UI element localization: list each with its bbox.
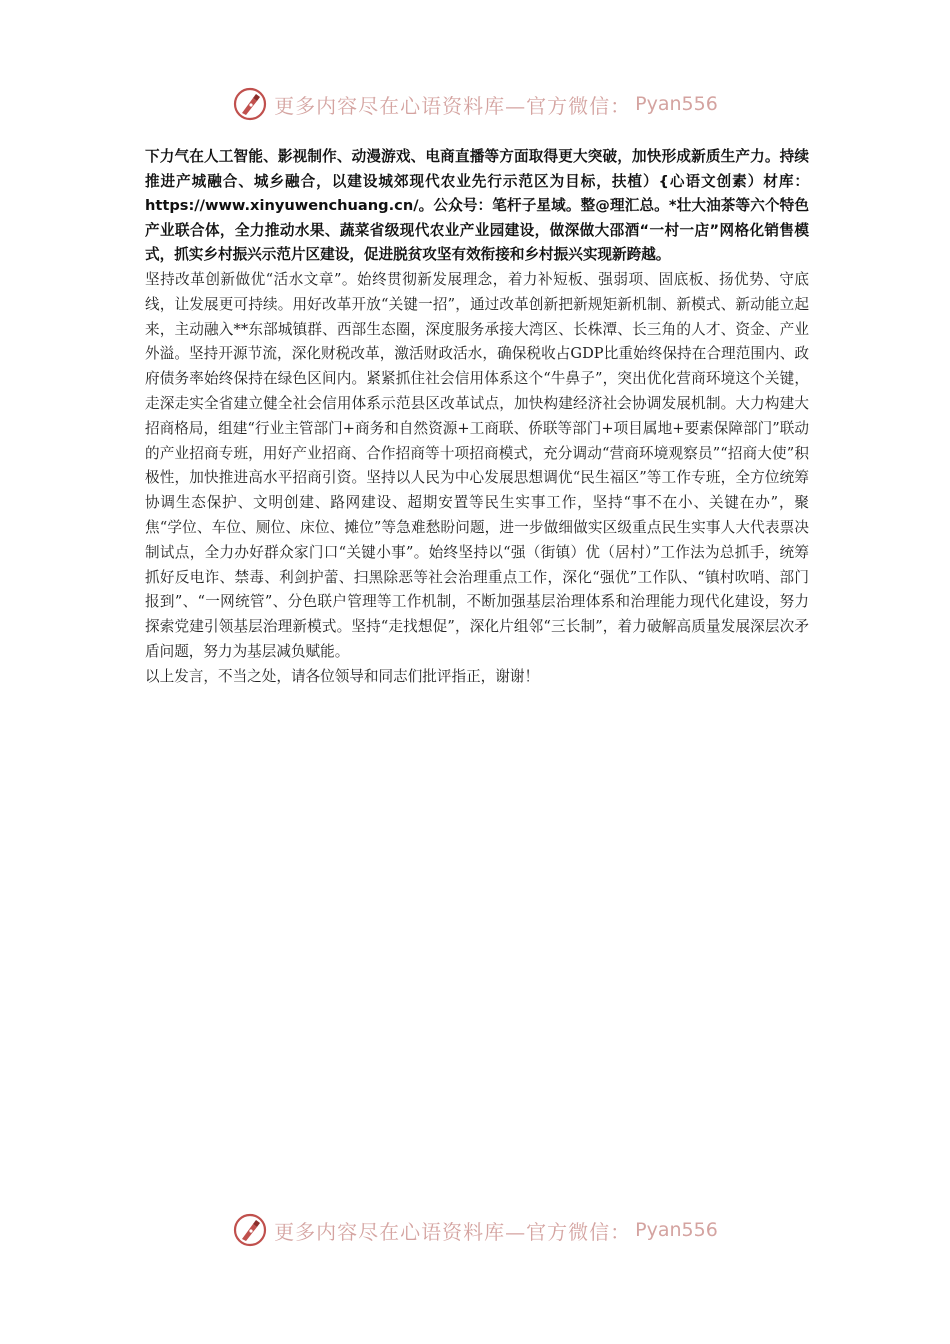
paragraph-reform: 坚持改革创新做优“活水文章”。始终贯彻新发展理念，着力补短板、强弱项、固底板、扬优势、守底线，让发展更可持续。用好改革开放“关键一招”，通过改革创新把新规矩新机制、新模式、新动能立起来，主动融入**东部城镇群、西部生态圈，深度服务承接大湾区、长株潭、长三角的人才、资金、产业外溢。坚持开源节流，深化财税改革，激活财政活水，确保税收占GDP比重始终保持在合理范围内、政府债务率始终保持在绿色区间内。紧紧抓住社会信用体系这个“牛鼻子”，突出优化营商环境这个关键，走深走实全省建立健全社会信用体系示范县区改革试点，加快构建经济社会协调发展机制。大力构建大招商格局，组建“行业主管部门+商务和自然资源+工商联、侨联等部门+项目属地+要素保障部门”联动的产业招商专班，用好产业招商、合作招商等十项招商模式，充分调动“营商环境观察员”“招商大使”积极性，加快推进高水平招商引资。坚持以人民为中心发展思想调优“民生福区”等工作专班，全方位统筹协调生态保护、文明创建、路网建设、超期安置等民生实事工作，坚持“事不在小、关键在办”，聚焦“学位、车位、厕位、床位、摊位”等急难愁盼问题，进一步做细做实区级重点民生实事人大代表票决制试点，全力办好群众家门口“关键小事”。始终坚持以“强（街镇）优（居村）”工作法为总抓手，统筹抓好反电诈、禁毒、利剑护蕾、扫黑除恶等社会治理重点工作，深化“强优”工作队、“镇村吹哨、部门报到”、“一网统管”、分色联户管理等工作机制，不断加强基层治理体系和治理能力现代化建设，努力探索党建引领基层治理新模式。坚持“走找想促”，深化片组邻“三长制”，着力破解高质量发展深层次矛盾问题，努力为基层减负赋能。	[145, 270, 809, 660]
watermark-wechat-id: Pyan556	[635, 93, 718, 115]
watermark-wechat-id: Pyan556	[635, 1219, 718, 1241]
paragraph-closing: 以上发言，不当之处，请各位领导和同志们批评指正，谢谢！	[145, 667, 540, 685]
paragraph-industry: 下力气在人工智能、影视制作、动漫游戏、电商直播等方面取得更大突破，加快形成新质生产力。持续推进产城融合、城乡融合，以建设城郊现代农业先行示范区为目标，扶植）{心语文创素）材库：https://www.xinyuwenchuang.cn/。公众号：笔杆子星域。整@理汇总。*壮大油茶等六个特色产业联合体，全力推动水果、蔬菜省级现代农业产业园建设，做深做大邵酒“一村一店”网格化销售模式，抓实乡村振兴示范片区建设，促进脱贫攻坚有效衔接和乡村振兴实现新跨越。	[145, 148, 809, 264]
document-body	[145, 145, 809, 690]
pen-nib-circle-icon	[232, 1212, 268, 1248]
watermark-text: 更多内容尽在心语资料库—官方微信：	[274, 1219, 632, 1244]
watermark-text: 更多内容尽在心语资料库—官方微信：	[274, 93, 632, 118]
pen-nib-circle-icon	[232, 86, 268, 122]
header-watermark-banner	[0, 82, 950, 126]
footer-watermark-banner	[0, 1208, 950, 1252]
